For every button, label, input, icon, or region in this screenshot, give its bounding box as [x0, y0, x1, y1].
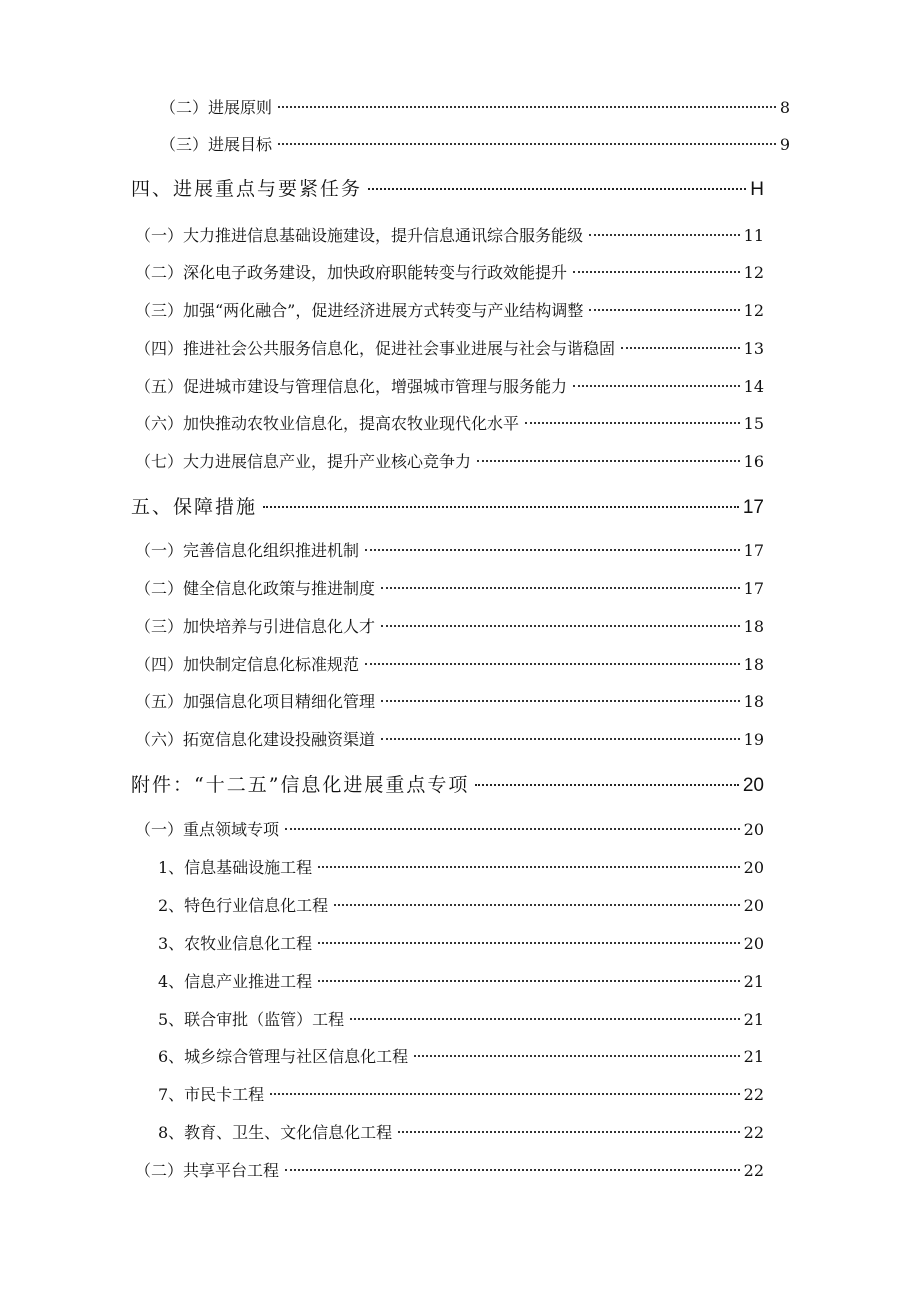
dot-leader [381, 625, 740, 627]
toc-entry-title: 2、特色行业信息化工程 [158, 896, 329, 915]
toc-entry[interactable] [135, 411, 764, 437]
toc-entry-title: 8、教育、卫生、文化信息化工程 [158, 1123, 393, 1142]
toc-entry-title: 1、信息基础设施工程 [158, 858, 313, 877]
toc-entry-title: （三）加强“两化融合”，促进经济进展方式转变与产业结构调整 [135, 301, 584, 320]
toc-entry-page-number: 18 [743, 655, 764, 674]
toc-entry-title: 4、信息产业推进工程 [158, 972, 313, 991]
toc-entry-title: 6、城乡综合管理与社区信息化工程 [158, 1047, 409, 1066]
toc-entry[interactable] [158, 969, 764, 995]
toc-entry[interactable] [135, 538, 764, 564]
dot-leader [285, 828, 740, 830]
toc-entry-title: （四）加快制定信息化标准规范 [135, 655, 360, 674]
toc-entry-title: （三）进展目标 [160, 135, 273, 154]
toc-entry-title: （一）大力推进信息基础设施建设，提升信息通讯综合服务能级 [135, 226, 584, 245]
dot-leader [589, 309, 739, 311]
toc-entry-page-number: 16 [743, 452, 764, 471]
dot-leader [365, 549, 740, 551]
dot-leader [398, 1131, 739, 1133]
toc-entry-title: （一）完善信息化组织推进机制 [135, 541, 360, 560]
toc-entry-title: 五、保障措施 [131, 496, 258, 518]
toc-entry-page-number: 17 [743, 541, 764, 560]
toc-section-heading[interactable] [131, 494, 764, 520]
toc-entry[interactable] [135, 223, 764, 249]
toc-entry-title: （七）大力进展信息产业，提升产业核心竞争力 [135, 452, 472, 471]
toc-entry-page-number: 21 [743, 1010, 764, 1029]
toc-entry[interactable] [158, 1082, 764, 1108]
toc-entry-page-number: 9 [779, 135, 790, 154]
dot-leader [573, 385, 740, 387]
toc-entry[interactable] [135, 374, 764, 400]
toc-entry-page-number: 11 [743, 226, 764, 245]
dot-leader [621, 347, 740, 349]
dot-leader [365, 663, 740, 665]
toc-entry[interactable] [158, 855, 764, 881]
toc-entry[interactable] [135, 298, 764, 324]
dot-leader [381, 738, 740, 740]
dot-leader [285, 1169, 740, 1171]
toc-entry-page-number: 22 [743, 1085, 764, 1104]
toc-entry-page-number: 22 [743, 1123, 764, 1142]
dot-leader [278, 106, 776, 108]
toc-entry-title: （三）加快培养与引进信息化人才 [135, 617, 376, 636]
toc-entry-title: （一）重点领域专项 [135, 820, 280, 839]
dot-leader [525, 422, 740, 424]
toc-entry[interactable] [135, 449, 764, 475]
toc-entry-page-number: 15 [743, 414, 764, 433]
dot-leader [263, 506, 739, 508]
toc-entry-page-number: H [750, 179, 764, 200]
toc-entry-page-number: 20 [743, 820, 764, 839]
toc-entry-title: （二）健全信息化政策与推进制度 [135, 579, 376, 598]
toc-entry[interactable] [158, 931, 764, 957]
dot-leader [475, 784, 738, 786]
toc-entry-page-number: 18 [743, 617, 764, 636]
dot-leader [477, 460, 740, 462]
toc-entry-title: （二）深化电子政务建设，加快政府职能转变与行政效能提升 [135, 263, 568, 282]
toc-entry-page-number: 22 [743, 1161, 764, 1180]
toc-entry-page-number: 18 [743, 692, 764, 711]
toc-entry-title: （二）共享平台工程 [135, 1161, 280, 1180]
toc-entry-page-number: 17 [743, 579, 764, 598]
toc-entry[interactable] [158, 1044, 764, 1070]
toc-entry-title: （五）促进城市建设与管理信息化，增强城市管理与服务能力 [135, 377, 568, 396]
toc-entry-title: 附件：“十二五”信息化进展重点专项 [131, 774, 470, 796]
toc-entry-title: （二）进展原则 [160, 98, 273, 117]
dot-leader [334, 904, 739, 906]
dot-leader [318, 942, 739, 944]
dot-leader [589, 234, 740, 236]
toc-entry-page-number: 13 [743, 339, 764, 358]
toc-entry-page-number: 20 [743, 934, 764, 953]
dot-leader [350, 1018, 739, 1020]
toc-entry-page-number: 17 [742, 497, 764, 518]
toc-entry[interactable] [158, 893, 764, 919]
dot-leader [381, 587, 740, 589]
toc-entry[interactable] [158, 1007, 764, 1033]
toc-entry-page-number: 12 [743, 301, 764, 320]
toc-entry-page-number: 8 [779, 98, 790, 117]
toc-entry-title: （六）加快推动农牧业信息化，提高农牧业现代化水平 [135, 414, 520, 433]
dot-leader [414, 1055, 739, 1057]
toc-entry-page-number: 21 [743, 972, 764, 991]
toc-entry-title: 7、市民卡工程 [158, 1085, 265, 1104]
toc-section-heading[interactable] [131, 772, 764, 798]
toc-entry-page-number: 19 [743, 730, 764, 749]
toc-entry-title: 四、进展重点与要紧任务 [131, 178, 363, 200]
toc-entry[interactable] [135, 614, 764, 640]
toc-entry-page-number: 12 [743, 263, 764, 282]
toc-entry[interactable] [135, 576, 764, 602]
dot-leader [270, 1093, 739, 1095]
toc-entry-page-number: 20 [743, 858, 764, 877]
toc-entry[interactable] [135, 652, 764, 678]
toc-entry-title: 5、联合审批（监管）工程 [158, 1010, 345, 1029]
dot-leader [278, 143, 776, 145]
dot-leader [318, 866, 739, 868]
toc-entry[interactable] [160, 95, 790, 121]
toc-entry[interactable] [135, 817, 764, 843]
toc-entry-title: 3、农牧业信息化工程 [158, 934, 313, 953]
toc-entry[interactable] [160, 132, 790, 158]
toc-entry[interactable] [135, 336, 764, 362]
toc-entry[interactable] [135, 727, 764, 753]
toc-entry-page-number: 20 [743, 896, 764, 915]
toc-entry-title: （四）推进社会公共服务信息化，促进社会事业进展与社会与谐稳固 [135, 339, 616, 358]
toc-entry[interactable] [135, 1158, 764, 1184]
dot-leader [573, 271, 740, 273]
toc-entry[interactable] [135, 689, 764, 715]
toc-section-heading[interactable] [131, 176, 764, 202]
dot-leader [318, 980, 739, 982]
toc-entry[interactable] [158, 1120, 764, 1146]
toc-entry-page-number: 20 [742, 775, 764, 796]
toc-entry-page-number: 21 [743, 1047, 764, 1066]
dot-leader [368, 188, 746, 190]
toc-entry-title: （六）拓宽信息化建设投融资渠道 [135, 730, 376, 749]
toc-entry-title: （五）加强信息化项目精细化管理 [135, 692, 376, 711]
dot-leader [381, 700, 740, 702]
toc-entry[interactable] [135, 260, 764, 286]
toc-entry-page-number: 14 [743, 377, 764, 396]
